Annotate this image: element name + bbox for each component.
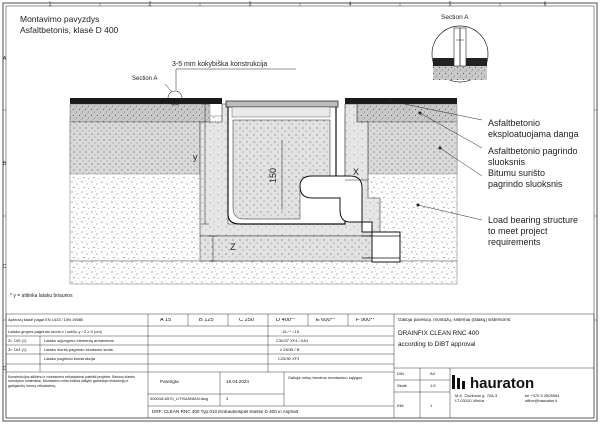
title-line-1: Montavimo pavyzdys bbox=[20, 14, 100, 24]
load-class-header: Apkrovų klasė pagal EN 1433 / DIN 19580 bbox=[8, 318, 84, 322]
grid-col-5: 5 bbox=[448, 1, 452, 8]
format-sheet-label: Eilė bbox=[397, 404, 404, 408]
product-validity: Galioja pavėluoj. montažų, sistemai (latakų) sistemoms: bbox=[398, 318, 512, 322]
drawing-date: 18.04.2024 bbox=[226, 380, 249, 384]
spec-label-3: Lataku išorės pagrindo sluoksnio storis bbox=[44, 348, 113, 352]
format-scale-value: 1:5 bbox=[430, 384, 436, 388]
load-class-b125: B 125 bbox=[199, 318, 214, 323]
grid-col-4: 4 bbox=[348, 1, 352, 8]
bitumen-base-right bbox=[368, 122, 457, 174]
grid-row-b: B bbox=[2, 161, 7, 167]
load-class-c250: C 250 bbox=[239, 318, 254, 323]
drawing-filename: 000018-6570_LITHUANIAN.dwg bbox=[150, 397, 209, 401]
format-sheet-value: 1 bbox=[430, 404, 433, 408]
company-email: office@hauraton.lt bbox=[525, 399, 558, 403]
load-class-e600: E 600** bbox=[316, 318, 335, 323]
load-class-f900: F 900** bbox=[356, 318, 375, 323]
side-note-b: Žr. 104 (1) bbox=[8, 348, 27, 352]
grid-row-a: A bbox=[2, 56, 7, 62]
load-class-d400: D 400** bbox=[276, 318, 296, 323]
section-a-label: Section A bbox=[132, 76, 158, 82]
dimension-x: X bbox=[353, 167, 360, 177]
grid-row-c: C bbox=[2, 264, 7, 270]
general-conditions-note: Galioja mūsų bendros montavimo sąlygos bbox=[288, 376, 363, 380]
asphalt-base-right bbox=[357, 104, 457, 122]
company-logo bbox=[450, 372, 586, 392]
product-name: DRAINFIX CLEAN RNC 400 bbox=[398, 330, 479, 337]
layer-2-line-1: Asfaltbetonio pagrindo bbox=[488, 146, 578, 156]
prepared-label: Parengta bbox=[160, 380, 179, 384]
grid-col-1: 1 bbox=[48, 1, 52, 8]
layer-1-line-1: Asfaltbetonio bbox=[488, 118, 541, 128]
dimension-y: y bbox=[193, 152, 198, 162]
ground-bottom bbox=[70, 261, 457, 284]
footnote: * y = atitinka lataku briaunos bbox=[10, 293, 73, 299]
construction-note: 3-5 mm kokybiška konstrukcija bbox=[172, 61, 268, 68]
spec-value-1: 15 / * / 15 bbox=[282, 330, 300, 334]
title-line-2: Asfaltbetonis, klasė D 400 bbox=[20, 25, 119, 35]
company-name: hauraton bbox=[470, 375, 535, 392]
side-note-a: Žr. 105 (1) bbox=[8, 339, 27, 343]
dimension-z: Z bbox=[230, 242, 236, 252]
company-address-1: M.K. Čiurlionio g. 70A-3 bbox=[455, 394, 498, 398]
dimension-150: 150 bbox=[268, 167, 278, 183]
format-scale-label: Skalė bbox=[397, 384, 408, 388]
layer-4-line-1: Load bearing structure bbox=[488, 215, 579, 225]
spec-label-2: Lataku sujungimo elementų armavimas bbox=[44, 339, 114, 343]
concrete-bed bbox=[200, 236, 380, 261]
product-approval: according to DIBT approval bbox=[398, 341, 476, 348]
company-phone: tel +370 5 2605594 bbox=[525, 394, 560, 398]
grating bbox=[226, 101, 338, 107]
grid-row-d: D bbox=[2, 366, 7, 372]
grating-frame bbox=[232, 107, 330, 117]
asphalt-base-left bbox=[70, 104, 210, 122]
bitumen-base-left bbox=[70, 122, 200, 174]
spec-value-4: C25/30 XF3 bbox=[278, 357, 300, 361]
format-din-label: DIN bbox=[397, 372, 404, 376]
spec-label-1: Lataku grupes pagrindo storis x / sulčiu y / Z ≥ 0 (cm) bbox=[8, 330, 103, 334]
company-address-2: LT-03100 Vilnius bbox=[455, 399, 485, 403]
drawing-bottom-title: DRF: CLEAN RNC 400 Typ 010 Einbaubeispiel Klasse D 400 in Asphalt bbox=[152, 410, 298, 414]
format-din-value: A4 bbox=[430, 372, 435, 376]
hauraton-logo-icon bbox=[450, 372, 586, 392]
spec-label-4: Lataku pagrindo konstrukcija bbox=[44, 357, 95, 361]
layer-4-line-2: to meet project bbox=[488, 226, 548, 236]
notes-text: Konstrukcijos atlikimo ir montavimo reikalavimai pateikti projekte. Betono klasės nurodytos minimaliai. Montavimo metu būtina laikytis gamintojo instrukcijų ir galiojančių normų reikalavimų. bbox=[8, 375, 135, 388]
layer-4-line-3: requirements bbox=[488, 237, 541, 247]
grid-col-2: 2 bbox=[148, 1, 152, 8]
layer-3-line-1: Bitumu surišto bbox=[488, 168, 546, 178]
asphalt-surface-left bbox=[70, 98, 222, 104]
grid-col-6: 6 bbox=[543, 1, 547, 8]
load-class-a15: A 15 bbox=[160, 318, 172, 323]
grid-col-3: 3 bbox=[248, 1, 252, 8]
layer-2-line-2: sluoksnis bbox=[488, 157, 526, 167]
spec-value-2: C30/37 XF4 / XA1 bbox=[276, 339, 309, 343]
section-a-detail-label: Section A bbox=[441, 14, 469, 21]
drawing-scale-index: 3 bbox=[226, 397, 229, 401]
layer-3-line-2: pagrindo sluoksnis bbox=[488, 179, 563, 189]
spec-value-3: ≥ 28/35 / B bbox=[280, 348, 300, 352]
layer-1-line-2: eksploatuojama danga bbox=[488, 129, 579, 139]
